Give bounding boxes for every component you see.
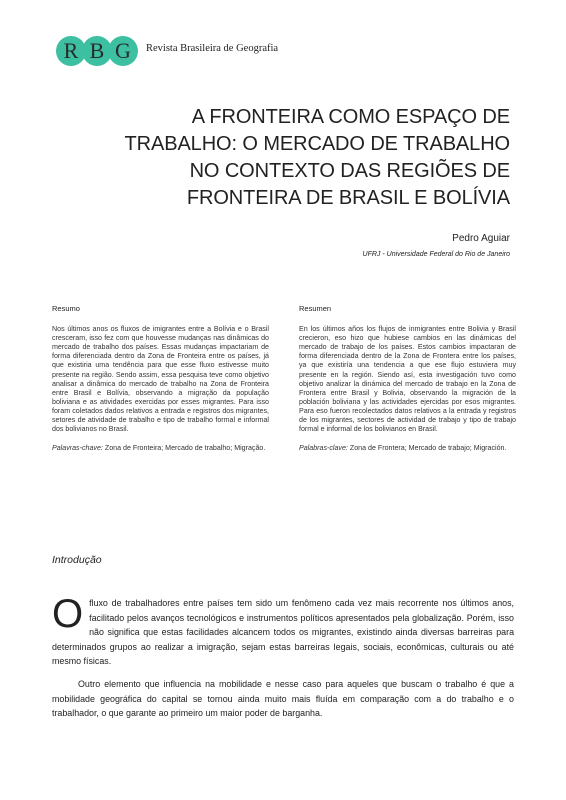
abstract-portuguese [52,304,269,453]
logo-letter-g: G [108,36,138,66]
paragraph [52,592,514,669]
dropcap: O [52,592,84,636]
keywords [52,444,269,453]
title-line: FRONTEIRA DE BRASIL E BOLÍVIA [186,187,510,209]
keywords-text: Zona de Frontera; Mercado de trabajo; Migración. [349,444,507,453]
logo-letter-b: B [82,36,112,66]
author-affiliation: UFRJ - Universidade Federal do Rio de Janeiro [362,251,510,258]
section-heading: Introdução [52,554,102,566]
article-title [90,104,510,212]
abstract-heading: Resumo [52,304,80,313]
keywords-label: Palavras-chave: [52,444,103,453]
section-body [52,592,514,721]
title-line: A FRONTEIRA COMO ESPAÇO DE [191,106,510,128]
abstract-text: Nos últimos anos os fluxos de imigrantes entre a Bolívia e o Brasil cresceram, isso fez com que houvesse mudanças nas dinâmicas do mercado de trabalho dos países. Essas mudanças impactariam de forma diferenciada dentro da Zona de Fronteira entre os países, já que existiria uma tendência para que esse fluxo estivesse muito presente na região. Sendo assim, essa pesquisa teve como objetivo analisar a dinâmica do mercado de trabalho na Zona de Fronteira entre Brasil e Bolívia, observando a migração da população boliviana e as atividades exercidas por esses migrantes. Para isso foram coletados dados relativos a entrada e registros dos migrantes, setores de atividade de trabalho e tipo de trabalho formal e informal dos bolivianos no Brasil. [52,325,269,434]
abstract-spanish [299,304,516,453]
abstract-heading: Resumen [299,304,332,313]
keywords [299,444,516,453]
title-line: TRABALHO: O MERCADO DE TRABALHO [124,133,510,155]
title-line: NO CONTEXTO DAS REGIÕES DE [189,160,510,182]
logo-letter-r: R [56,36,86,66]
journal-name: Revista Brasileira de Geografia [146,43,279,54]
author-name: Pedro Aguiar [452,233,510,244]
abstract-text: En los últimos años los flujos de inmigrantes entre Bolivia y Brasil crecieron, eso hizo que hubiese cambios en las dinámicas del mercado de trabajo de los países. Estos cambios impactaran de forma diferenciada dentro de la Zona de Frontera entre los países, ya que existiría una tendencia a que ese flujo estuviera muy presente en la región. Siendo así, esta investigación tuvo como objetivo analizar la dinámica del mercado de trabajo en la Zona de Frontera entre Brasil y Bolivia, observando la migración de la población boliviana y las actividades ejercidas por esos migrantes. Para eso fueron recolectados datos relativos a la entrada y registros de los migrantes, sectores de actividad de trabajo y tipo de trabajo formal e informal de los bolivianos en Brasil. [299,325,516,434]
paragraph: Outro elemento que influencia na mobilidade e nesse caso para aqueles que buscam o trabalho é que a mobilidade geográfica do capital se tornou ainda muito mais fluída em comparação com a do trabalho e o trabalhador, o que garante ao primeiro um maior poder de barganha. [52,678,514,719]
keywords-label: Palabras-clave: [299,444,348,453]
keywords-text: Zona de Fronteira; Mercado de trabalho; Migração. [104,444,266,453]
paragraph-text: fluxo de trabalhadores entre países tem sido um fenômeno cada vez mais recorrente nos últimos anos, facilitado pelos avanços tecnológicos e instrumentos políticos apresentados pela globalização. Porém, isso não significa que estas facilidades alcancem todos os migrantes, existindo ainda diversas barreiras para determinados grupos ao realizar a imigração, sejam estas barreiras legais, sociais, econômicas, culturais ou até mesmo físicas. [52,598,514,667]
